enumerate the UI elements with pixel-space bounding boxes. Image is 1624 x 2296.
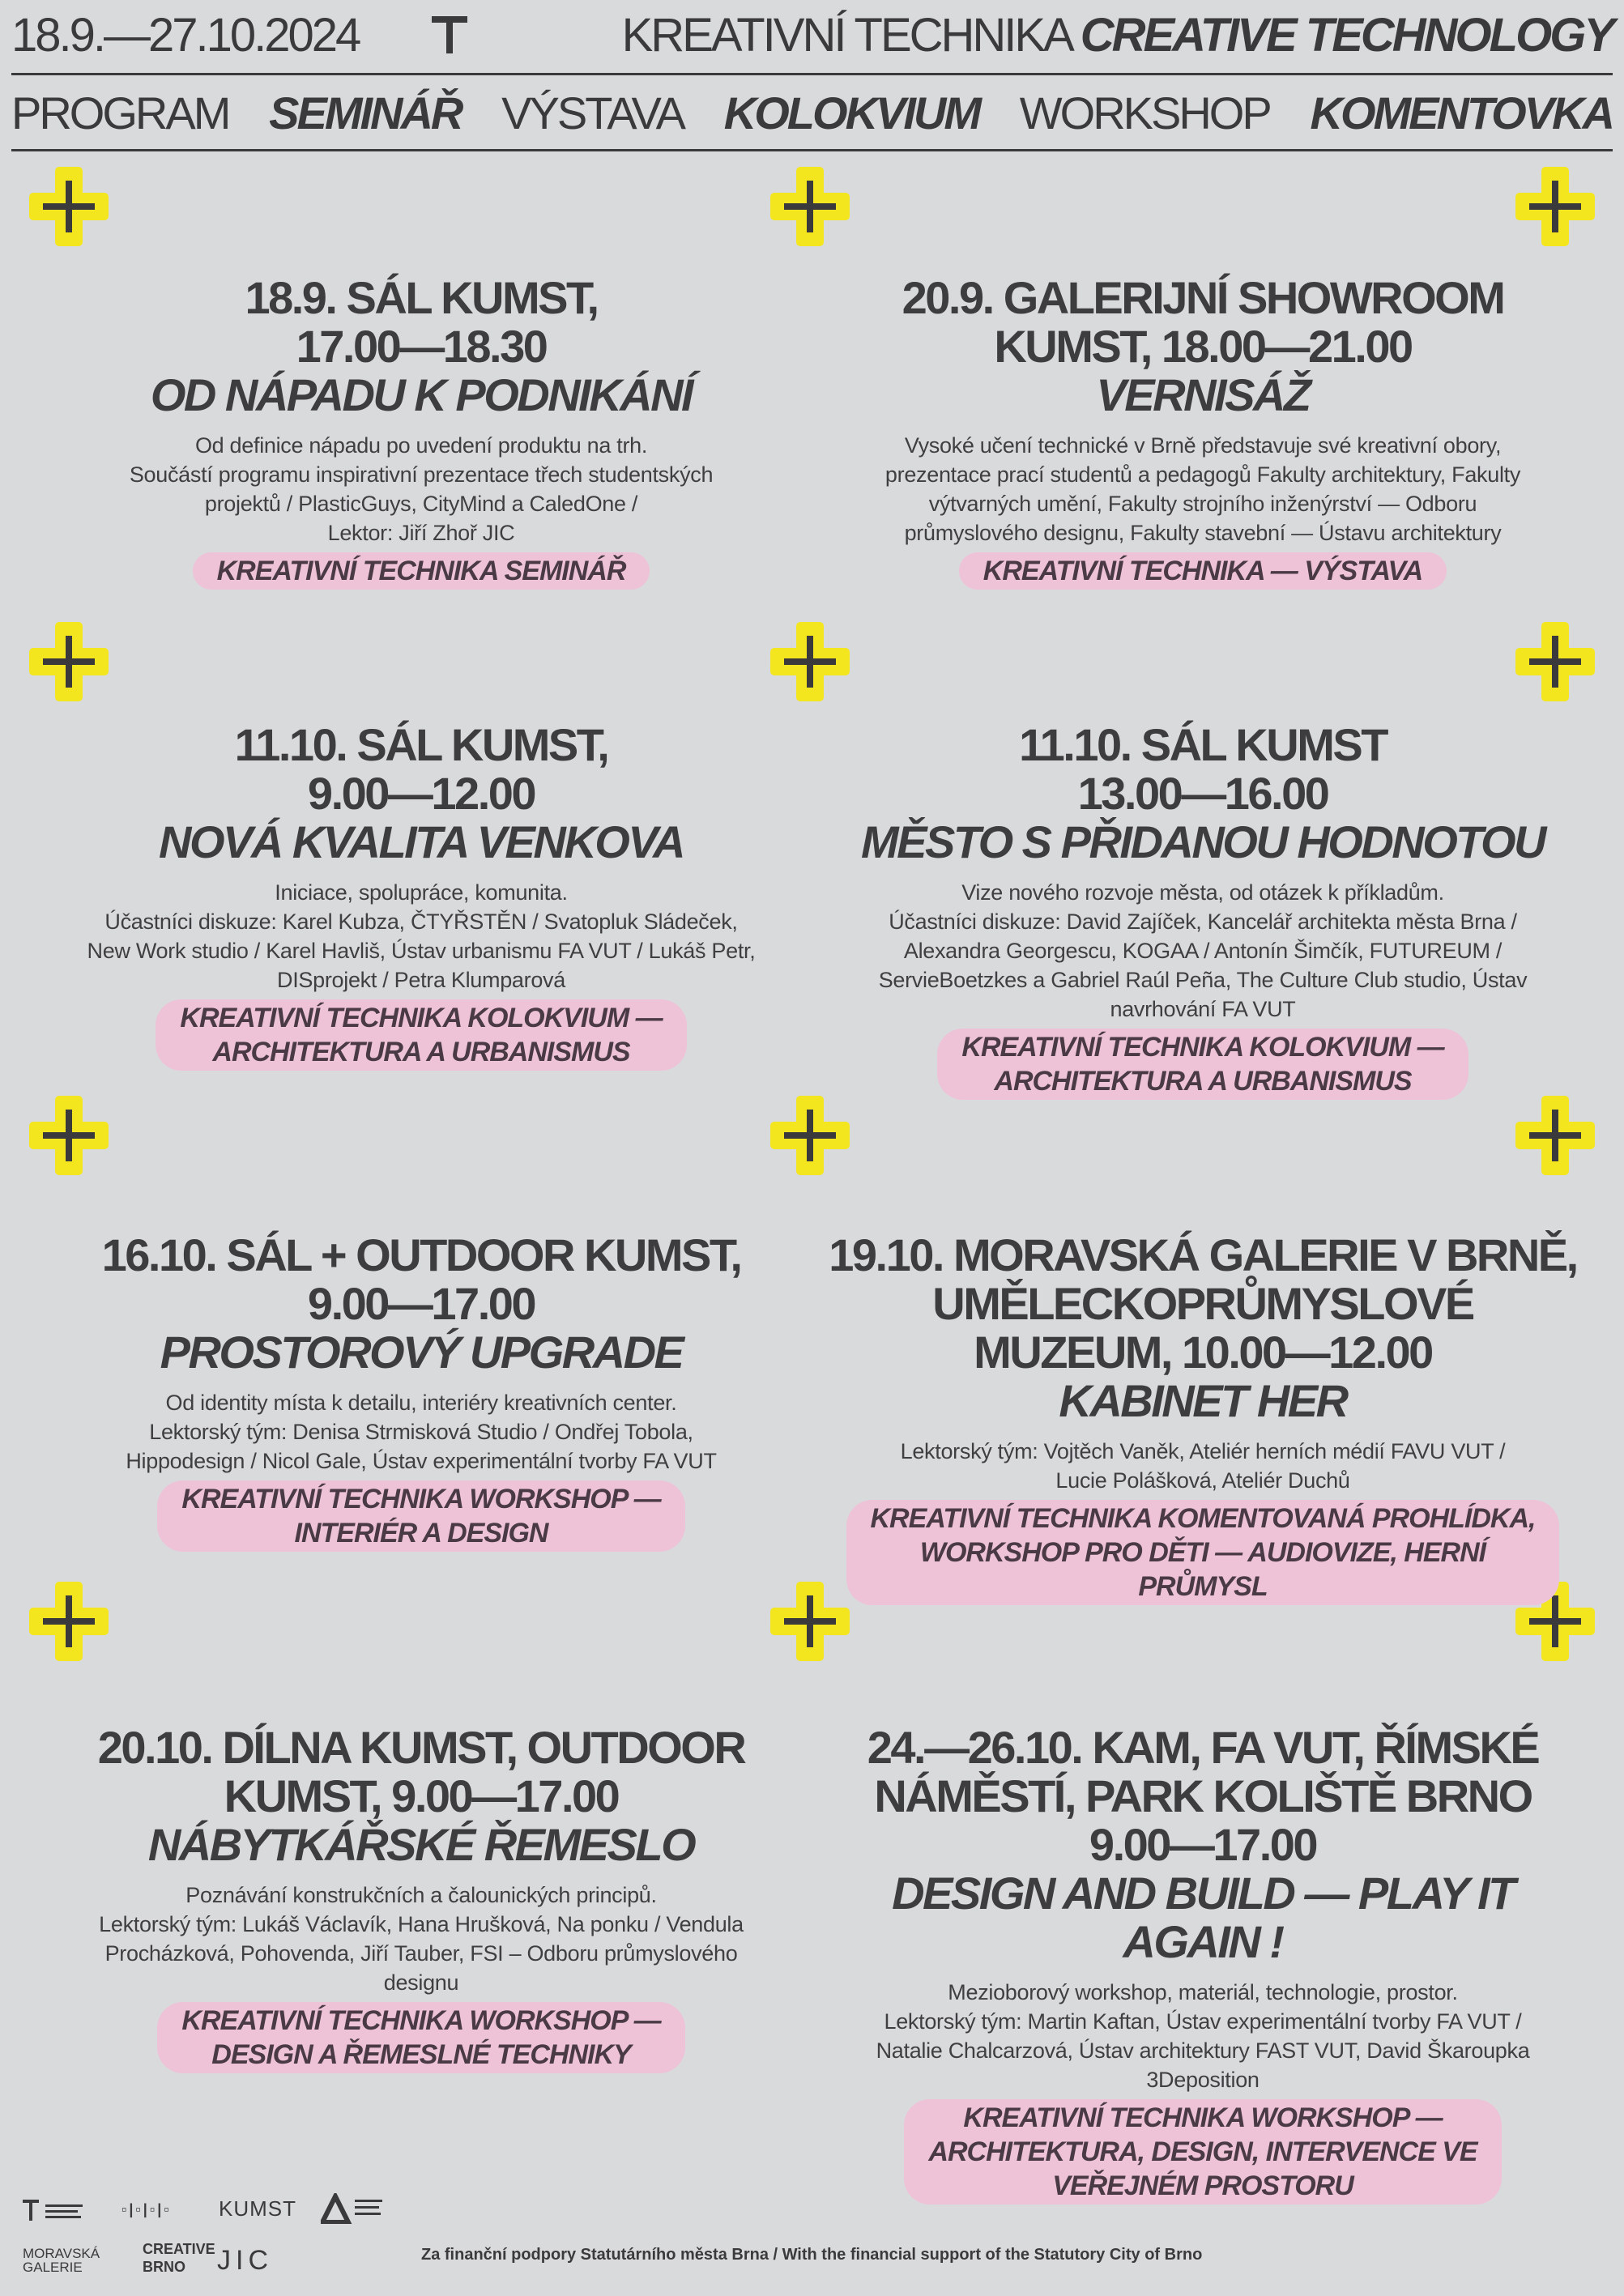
event-heading <box>49 721 794 818</box>
event-description-line: Vysoké učení technické v Brně představuje své kreativní obory, <box>904 433 1502 458</box>
event-description-line: designu <box>383 1970 459 1995</box>
event-description-line: Iniciace, spolupráce, komunita. <box>275 880 568 905</box>
program-bar <box>11 78 1613 147</box>
event-title-line: OD NÁPADU K PODNIKÁNÍ <box>150 369 693 420</box>
plus-icon <box>28 1095 109 1176</box>
event-heading-line: 13.00—16.00 <box>1077 768 1328 819</box>
event-title-line: VERNISÁŽ <box>1096 369 1310 420</box>
event-heading-line: 24.—26.10. KAM, FA VUT, ŘÍMSKÉ <box>867 1722 1539 1773</box>
event-description <box>49 1881 794 1997</box>
event-tag-line: VEŘEJNÉM PROSTORU <box>1052 2170 1353 2201</box>
event-title-line: AGAIN ! <box>1123 1916 1283 1967</box>
event-title <box>49 371 794 420</box>
t-logo-icon <box>432 16 467 53</box>
event-description-line: Vize nového rozvoje města, od otázek k příkladům. <box>961 880 1444 905</box>
event-tag-line: WORKSHOP PRO DĚTI — AUDIOVIZE, HERNÍ <box>919 1537 1486 1568</box>
program-item: PROGRAM <box>11 87 229 138</box>
event-description-line: Lektorský tým: Lukáš Václavík, Hana Hrušková, Na ponku / Vendula <box>99 1912 744 1936</box>
event-description-line: Lektor: Jiří Zhoř JIC <box>327 521 515 545</box>
fa-logo-icon <box>321 2193 386 2224</box>
event-tag-line: ARCHITEKTURA, DESIGN, INTERVENCE VE <box>928 2136 1477 2167</box>
event-title <box>814 371 1592 420</box>
event-description-line: Alexandra Georgescu, KOGAA / Antonín Šimčík, FUTUREUM / <box>903 939 1503 963</box>
program-item: KOLOKVIUM <box>723 87 980 138</box>
event-heading <box>49 274 794 371</box>
program-item: SEMINÁŘ <box>269 87 462 138</box>
event-title-line: DESIGN AND BUILD — PLAY IT <box>892 1868 1514 1919</box>
event-heading-line: 9.00—17.00 <box>1089 1819 1317 1870</box>
support-note: Za finanční podpory Statutárního města Brna / With the financial support of the Statutory City of Brno <box>421 2246 1203 2264</box>
event-tag <box>937 1029 1468 1100</box>
event-description-line: 3Deposition <box>1146 2068 1260 2092</box>
plus-icon <box>1515 621 1596 702</box>
program-item: WORKSHOP <box>1019 87 1270 138</box>
event-tag-line: KREATIVNÍ TECHNIKA SEMINÁŘ <box>216 556 626 586</box>
plus-icon <box>28 621 109 702</box>
event-description-line: DISprojekt / Petra Klumparová <box>277 968 565 992</box>
event-description-line: Od definice nápadu po uvedení produktu na trh. <box>194 433 648 458</box>
moravska-galerie-logo: MORAVSKÁ GALERIE <box>23 2246 100 2275</box>
event-heading-line: UMĚLECKOPRŮMYSLOVÉ <box>932 1278 1473 1329</box>
event-description-line: Součástí programu inspirativní prezentace třech studentských <box>129 462 714 487</box>
event-tag-line: PRŮMYSL <box>1138 1571 1268 1602</box>
event-description-line: Lektorský tým: Denisa Strmisková Studio / Ondřej Tobola, <box>149 1420 693 1444</box>
event-tag-line: ARCHITEKTURA A URBANISMUS <box>212 1037 630 1067</box>
plus-icon <box>769 166 850 247</box>
event-description <box>49 878 794 995</box>
page-title <box>622 8 1613 62</box>
event-description-line: Účastníci diskuze: Karel Kubza, ČTYŘSTĚN / Svatopluk Sládeček, <box>104 909 738 934</box>
event-title <box>49 818 794 867</box>
plus-icon <box>769 621 850 702</box>
event-heading-line: 11.10. SÁL KUMST <box>1019 719 1387 770</box>
event-tag-line: KREATIVNÍ TECHNIKA WORKSHOP — <box>963 2102 1443 2133</box>
event-card <box>814 1231 1592 1605</box>
plus-icon <box>28 166 109 247</box>
event-card <box>49 1723 794 2073</box>
event-heading-line: 20.10. DÍLNA KUMST, OUTDOOR <box>97 1722 745 1773</box>
plus-icon <box>1515 166 1596 247</box>
event-heading-line: 20.9. GALERIJNÍ SHOWROOM <box>902 272 1504 323</box>
event-heading-line: 16.10. SÁL + OUTDOOR KUMST, <box>101 1229 741 1280</box>
event-tag-line: DESIGN A ŘEMESLNÉ TECHNIKY <box>211 2039 631 2070</box>
title-regular: KREATIVNÍ TECHNIKA <box>621 8 1070 62</box>
event-tag <box>157 1480 684 1552</box>
event-tag-line: KREATIVNÍ TECHNIKA WORKSHOP — <box>181 2005 661 2036</box>
event-card <box>814 274 1592 590</box>
event-title <box>814 1377 1592 1425</box>
event-description-line: Mezioborový workshop, materiál, technologie, prostor. <box>948 1980 1458 2004</box>
event-tag-line: KREATIVNÍ TECHNIKA WORKSHOP — <box>181 1484 661 1514</box>
event-tag-line: ARCHITEKTURA A URBANISMUS <box>994 1066 1412 1097</box>
event-heading <box>814 721 1592 818</box>
event-tag <box>846 1500 1560 1605</box>
event-heading-line: 18.9. SÁL KUMST, <box>245 272 598 323</box>
event-description-line: Lektorský tým: Vojtěch Vaněk, Ateliér herních médií FAVU VUT / <box>900 1439 1506 1463</box>
event-heading-line: 9.00—17.00 <box>307 1278 535 1329</box>
event-description-line: navrhování FA VUT <box>1110 997 1296 1021</box>
header-divider <box>11 73 1613 75</box>
event-title <box>814 1869 1592 1966</box>
vut-logo-icon <box>23 2200 84 2222</box>
event-tag <box>193 552 650 590</box>
date-range: 18.9.—27.10.2024 <box>11 8 360 62</box>
event-title <box>814 818 1592 867</box>
event-description-line: Hippodesign / Nicol Gale, Ústav experimentální tvorby FA VUT <box>126 1449 717 1473</box>
event-card <box>814 721 1592 1100</box>
event-description-line: výtvarných umění, Fakulty strojního inženýrství — Odboru <box>928 492 1477 516</box>
dots-logo-icon: ▫|▫|▫|▫ <box>121 2201 172 2217</box>
event-description-line: New Work studio / Karel Havliš, Ústav urbanismu FA VUT / Lukáš Petr, <box>87 939 756 963</box>
event-title <box>49 1328 794 1377</box>
plus-icon <box>28 1581 109 1662</box>
event-tag <box>156 999 686 1071</box>
plus-icon <box>1515 1095 1596 1176</box>
event-description-line: Procházková, Pohovenda, Jiří Tauber, FSI – Odboru průmyslového <box>104 1941 738 1966</box>
event-tag-line: KREATIVNÍ TECHNIKA KOLOKVIUM — <box>961 1032 1444 1063</box>
event-description-line: Od identity místa k detailu, interiéry kreativních center. <box>165 1391 677 1415</box>
event-description <box>814 431 1592 547</box>
event-description-line: Natalie Chalcarzová, Ústav architektury FAST VUT, David Škaroupka <box>876 2038 1530 2063</box>
event-description-line: Poznávání konstrukčních a čalounických principů. <box>185 1883 657 1907</box>
event-card <box>49 274 794 590</box>
event-heading-line: KUMST, 18.00—21.00 <box>994 321 1412 372</box>
event-heading-line: 19.10. MORAVSKÁ GALERIE V BRNĚ, <box>829 1229 1577 1280</box>
event-description <box>814 1978 1592 2094</box>
event-card <box>814 1723 1592 2204</box>
event-tag-line: KREATIVNÍ TECHNIKA KOLOKVIUM — <box>180 1003 663 1033</box>
event-tag-line: INTERIÉR A DESIGN <box>294 1518 548 1548</box>
event-description-line: průmyslového designu, Fakulty stavební — Ústavu architektury <box>904 521 1502 545</box>
program-item: KOMENTOVKA <box>1310 87 1613 138</box>
event-description-line: ServieBoetzkes a Gabriel Raúl Peña, The Culture Club studio, Ústav <box>878 968 1528 992</box>
program-divider <box>11 149 1613 151</box>
event-description <box>49 1388 794 1476</box>
event-title-line: MĚSTO S PŘIDANOU HODNOTOU <box>861 816 1545 867</box>
event-heading-line: KUMST, 9.00—17.00 <box>224 1770 619 1821</box>
event-heading <box>49 1723 794 1821</box>
event-heading <box>814 1723 1592 1869</box>
event-title <box>49 1821 794 1869</box>
event-title-line: NOVÁ KVALITA VENKOVA <box>159 816 684 867</box>
event-tag-line: KREATIVNÍ TECHNIKA — VÝSTAVA <box>982 556 1423 586</box>
event-description <box>49 431 794 547</box>
event-tag <box>904 2099 1501 2204</box>
event-description-line: projektů / PlasticGuys, CityMind a CaledOne / <box>204 492 638 516</box>
event-description-line: prezentace prací studentů a pedagogů Fakulty architektury, Fakulty <box>884 462 1521 487</box>
event-title-line: KABINET HER <box>1059 1375 1347 1426</box>
kumst-logo: KUMST <box>219 2196 296 2221</box>
event-tag-line: KREATIVNÍ TECHNIKA KOMENTOVANÁ PROHLÍDKA, <box>870 1503 1536 1534</box>
page-header <box>11 0 1613 70</box>
event-description <box>814 1437 1592 1495</box>
event-description-line: Lektorský tým: Martin Kaftan, Ústav experimentální tvorby FA VUT / <box>884 2009 1522 2034</box>
event-heading-line: 11.10. SÁL KUMST, <box>234 719 608 770</box>
event-title-line: PROSTOROVÝ UPGRADE <box>160 1327 683 1378</box>
event-description <box>814 878 1592 1024</box>
jic-logo: JIC <box>217 2245 273 2276</box>
event-card <box>49 1231 794 1552</box>
creative-brno-logo: CREATIVE BRNO <box>143 2241 215 2275</box>
event-heading-line: 17.00—18.30 <box>296 321 547 372</box>
program-item: VÝSTAVA <box>501 87 684 138</box>
event-heading <box>814 1231 1592 1377</box>
event-description-line: Lucie Polášková, Ateliér Duchů <box>1055 1468 1350 1493</box>
event-card <box>49 721 794 1071</box>
title-bold: CREATIVE TECHNOLOGY <box>1080 8 1613 62</box>
event-title-line: NÁBYTKÁŘSKÉ ŘEMESLO <box>147 1819 695 1870</box>
event-heading-line: NÁMĚSTÍ, PARK KOLIŠTĚ BRNO <box>874 1770 1532 1821</box>
plus-icon <box>769 1095 850 1176</box>
event-heading <box>49 1231 794 1328</box>
event-tag <box>959 552 1447 590</box>
event-heading-line: MUZEUM, 10.00—12.00 <box>974 1327 1432 1378</box>
event-description-line: Účastníci diskuze: David Zajíček, Kancelář architekta města Brna / <box>889 909 1517 934</box>
event-heading <box>814 274 1592 371</box>
event-tag <box>157 2002 684 2073</box>
event-heading-line: 9.00—12.00 <box>307 768 535 819</box>
